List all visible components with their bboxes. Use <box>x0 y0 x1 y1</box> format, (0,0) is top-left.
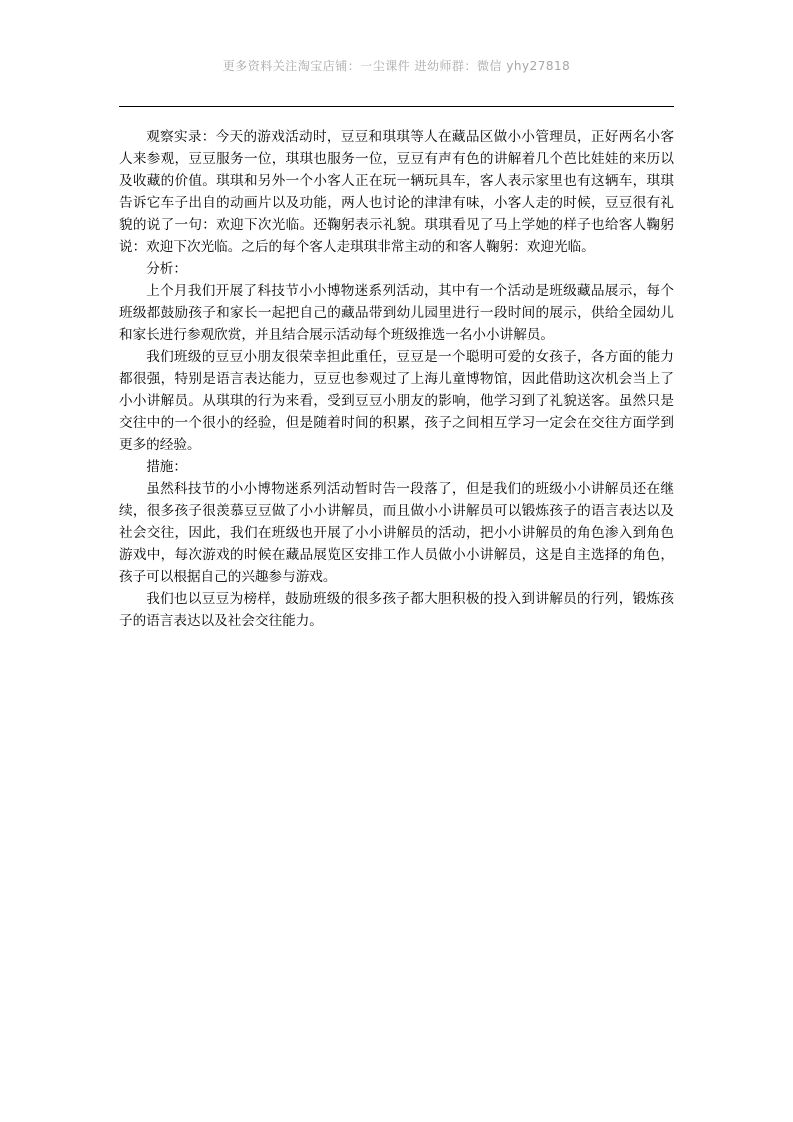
document-body <box>119 126 674 632</box>
paragraph-analysis-1: 上个月我们开展了科技节小小博物迷系列活动，其中有一个活动是班级藏品展示，每个班级都鼓励孩子和家长一起把自己的藏品带到幼儿园里进行一段时间的展示，供给全园幼儿和家长进行参观欣赏，并且结合展示活动每个班级推选一名小小讲解员。 <box>119 283 674 343</box>
heading-analysis: 分析： <box>146 261 187 277</box>
paragraph-measures-2: 我们也以豆豆为榜样，鼓励班级的很多孩子都大胆积极的投入到讲解员的行列，锻炼孩子的语言表达以及社会交往能力。 <box>119 591 674 629</box>
heading-measures: 措施： <box>146 459 187 475</box>
paragraph-analysis-2: 我们班级的豆豆小朋友很荣幸担此重任，豆豆是一个聪明可爱的女孩子，各方面的能力都很强，特别是语言表达能力，豆豆也参观过了上海儿童博物馆，因此借助这次机会当上了小小讲解员。从琪琪的行为来看，受到豆豆小朋友的影响，他学习到了礼貌送客。虽然只是交往中的一个很小的经验，但是随着时间的积累，孩子之间相互学习一定会在交往方面学到更多的经验。 <box>119 349 674 453</box>
header-divider <box>119 106 674 107</box>
paragraph-observation: 观察实录：今天的游戏活动时，豆豆和琪琪等人在藏品区做小小管理员，正好两名小客人来参观，豆豆服务一位，琪琪也服务一位，豆豆有声有色的讲解着几个芭比娃娃的来历以及收藏的价值。琪琪和另外一个小客人正在玩一辆玩具车，客人表示家里也有这辆车，琪琪告诉它车子出自的动画片以及功能，两人也讨论的津津有味，小客人走的时候，豆豆很有礼貌的说了一句：欢迎下次光临。还鞠躬表示礼貌。琪琪看见了马上学她的样子也给客人鞠躬说：欢迎下次光临。之后的每个客人走琪琪非常主动的和客人鞠躬：欢迎光临。 <box>119 129 674 255</box>
paragraph-measures-1: 虽然科技节的小小博物迷系列活动暂时告一段落了，但是我们的班级小小讲解员还在继续，很多孩子很羡慕豆豆做了小小讲解员，而且做小小讲解员可以锻炼孩子的语言表达以及社会交往，因此，我们在班级也开展了小小讲解员的活动，把小小讲解员的角色渗入到角色游戏中，每次游戏的时候在藏品展览区安排工作人员做小小讲解员，这是自主选择的角色，孩子可以根据自己的兴趣参与游戏。 <box>119 481 674 585</box>
page-header: 更多资料关注淘宝店铺：一尘课件 进幼师群：微信 yhy27818 <box>222 59 571 73</box>
